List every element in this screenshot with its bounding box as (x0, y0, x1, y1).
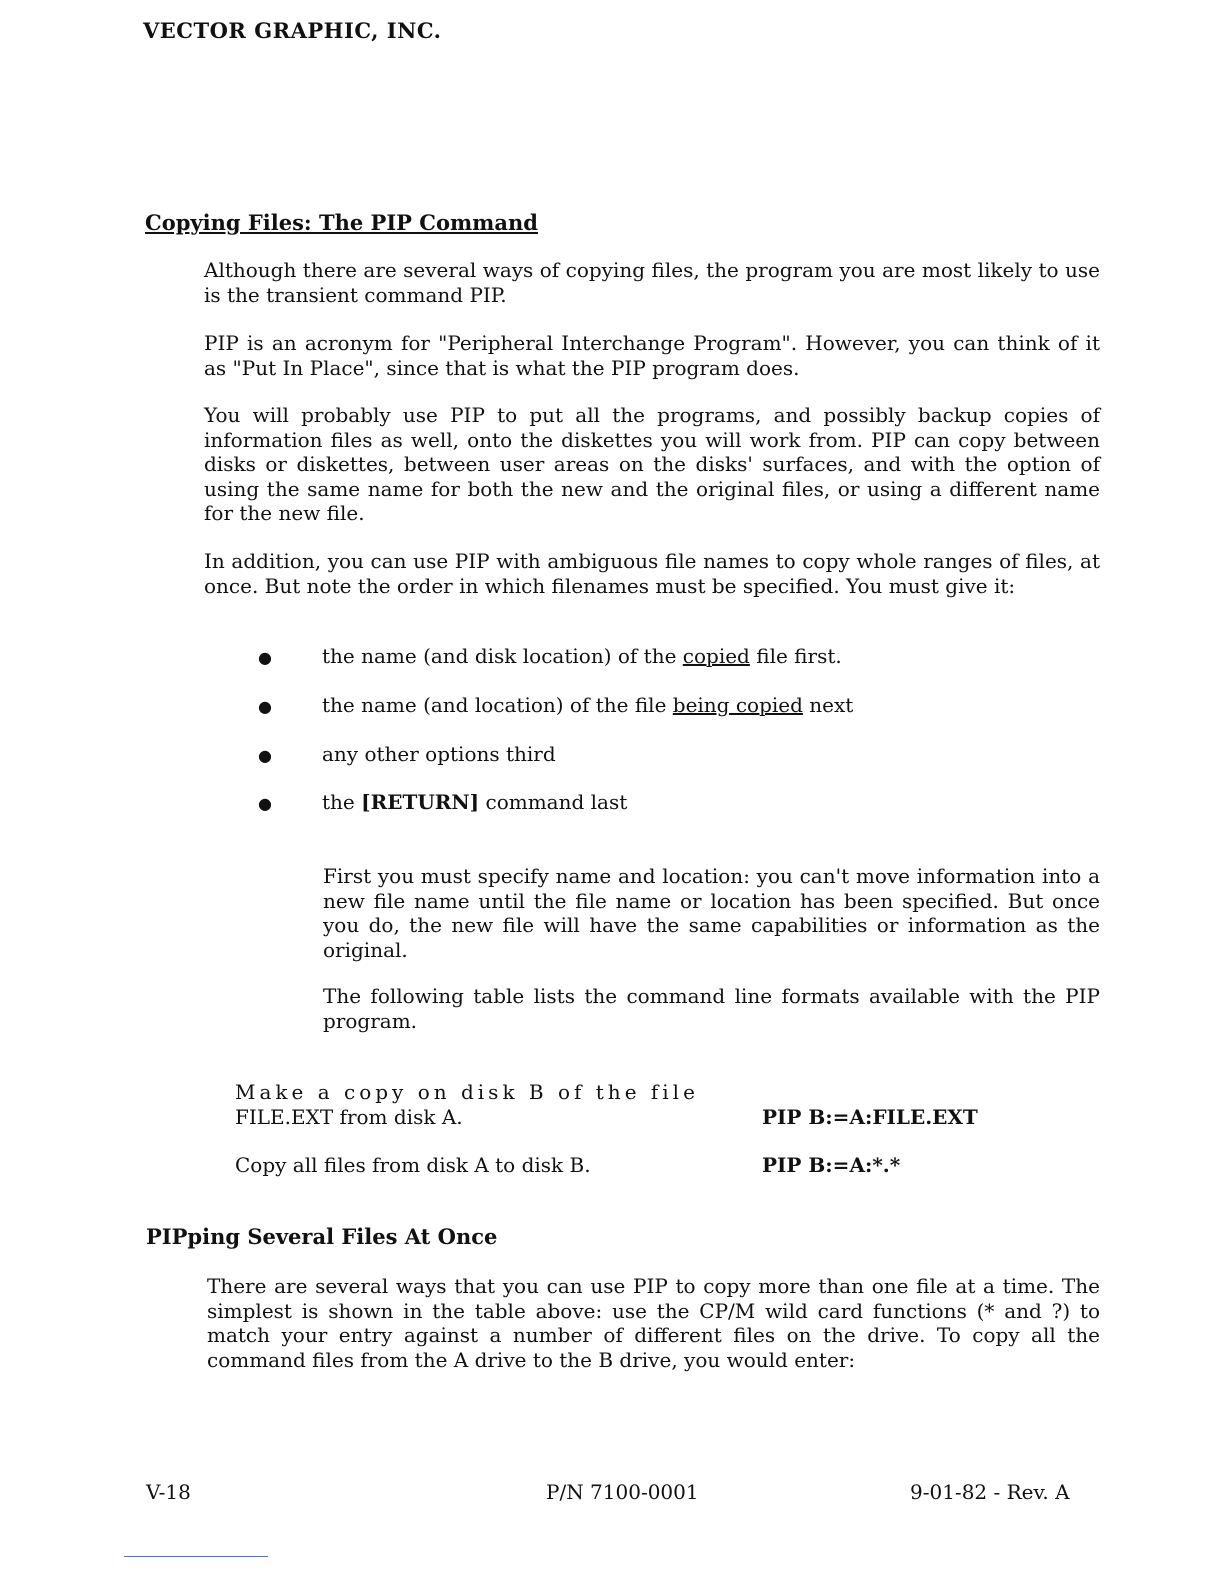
bullet-item: ● the name (and disk location) of the copied file first. (258, 644, 842, 668)
bullet-dot-icon: ● (258, 697, 272, 716)
bullet-item: ● the [RETURN] command last (258, 790, 628, 814)
subsection-title: PIPping Several Files At Once (146, 1224, 498, 1249)
paragraph-multiple-files: There are several ways that you can use PIP to copy more than one file at a time. The simplest is shown in the table above: use the CP/M wild card functions (* and ?) to match your entry against a number of different files on the drive. To copy all the command files from the A drive to the B drive, you would enter: (207, 1274, 1100, 1372)
footer-part-number: P/N 7100-0001 (546, 1480, 699, 1504)
footer-page-number: V-18 (146, 1480, 191, 1504)
table-row-1-command: PIP B:=A:FILE.EXT (762, 1105, 978, 1129)
bullet-dot-icon: ● (258, 746, 272, 765)
paragraph-acronym: PIP is an acronym for "Peripheral Interchange Program". However, you can think of it as "Put In Place", since that is what the PIP program does. (204, 331, 1100, 380)
bullet-dot-icon: ● (258, 794, 272, 813)
table-row-2-command: PIP B:=A:*.* (762, 1153, 901, 1177)
company-header: VECTOR GRAPHIC, INC. (143, 18, 442, 43)
bullet-dot-icon: ● (258, 648, 272, 667)
paragraph-table-intro: The following table lists the command line formats available with the PIP program. (323, 984, 1100, 1033)
table-row-1-desc-line2: FILE.EXT from disk A. (235, 1105, 463, 1129)
bullet-item: ● the name (and location) of the file being copied next (258, 693, 854, 717)
paragraph-specify: First you must specify name and location: you can't move information into a new file name until the file name or location has been specified. But once you do, the new file will have the same capabilities or information as the original. (323, 864, 1100, 962)
paragraph-order: In addition, you can use PIP with ambiguous file names to copy whole ranges of files, at once. But note the order in which filenames must be specified. You must give it: (204, 549, 1100, 598)
paragraph-usage: You will probably use PIP to put all the programs, and possibly backup copies of information files as well, onto the diskettes you will work from. PIP can copy between disks or diskettes, between user areas on the disks' surfaces, and with the option of using the same name for both the new and the original files, or using a different name for the new file. (204, 403, 1100, 525)
table-row-2-desc: Copy all files from disk A to disk B. (235, 1153, 591, 1177)
table-row-1-desc-line1: Make a copy on disk B of the file (235, 1080, 699, 1104)
section-title: Copying Files: The PIP Command (145, 210, 538, 235)
footer-revision: 9-01-82 - Rev. A (910, 1480, 1070, 1504)
bullet-item: ● any other options third (258, 742, 556, 766)
divider (124, 1556, 268, 1557)
paragraph-intro: Although there are several ways of copying files, the program you are most likely to use is the transient command PIP. (204, 258, 1100, 307)
